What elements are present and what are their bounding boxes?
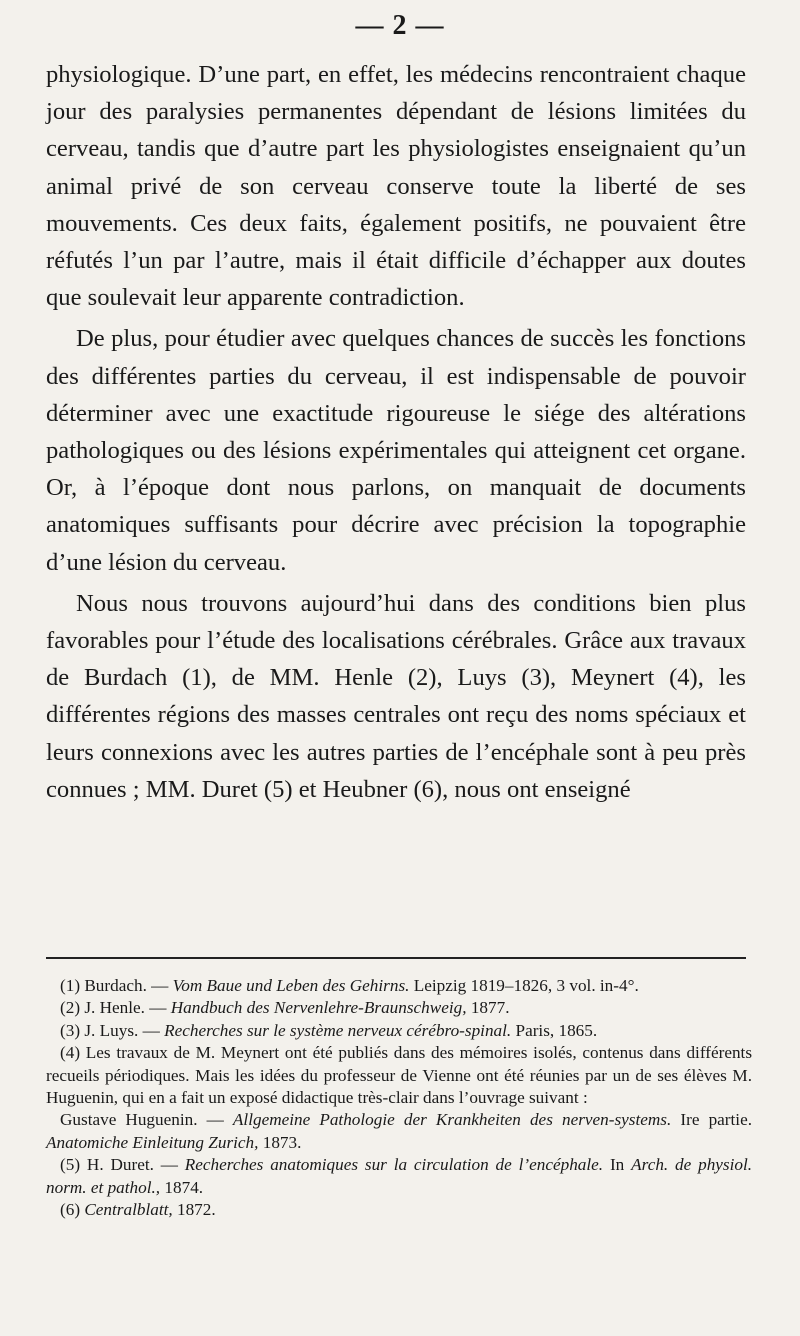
footnote-3: (3) J. Luys. — Recherches sur le système nerveux cérébro-spinal. Paris, 1865.	[60, 1020, 598, 1040]
footnote-4: (4) Les travaux de M. Meynert ont été publiés dans des mémoires isolés, contenus dans différents recueils périodiques. Mais les idées du professeur de Vienne ont été réunies par un de ses élèves M. Huguenin, qui en a fait un exposé didactique très-clair dans l’ouvrage suivant :	[46, 1043, 753, 1108]
paragraph-2: De plus, pour étudier avec quelques chances de succès les fonctions des différentes parties du cerveau, il est indispensable de pouvoir déterminer avec une exactitude rigoureuse le siége des altérations pathologiques ou des lésions expérimentales qui atteignent cet organe. Or, à l’époque dont nous parlons, on manquait de documents anatomiques suffisants pour décrire avec précision la topographie d’une lésion du cerveau.	[46, 325, 746, 576]
footnotes	[46, 975, 752, 1221]
page-number: — 2 —	[355, 10, 445, 41]
paragraph-3: Nous nous trouvons aujourd’hui dans des conditions bien plus favorables pour l’étude des localisations cérébrales. Grâce aux travaux de Burdach (1), de MM. Henle (2), Luys (3), Meynert (4), les différentes régions des masses centrales ont reçu des noms spéciaux et leurs connexions avec les autres parties de l’encéphale sont à peu près connues ; MM. Duret (5) et Heubner (6), nous ont enseigné	[46, 589, 746, 803]
footnote-4-reference: Gustave Huguenin. — Allgemeine Pathologie der Krankheiten des nerven-systems. Ire partie. Anatomiche Einleitung Zurich, 1873.	[46, 1110, 752, 1152]
footnote-5: (5) H. Duret. — Recherches anatomiques sur la circulation de l’encéphale. In Arch. de physiol. norm. et pathol., 1874.	[46, 1155, 753, 1197]
footnote-separator	[46, 957, 746, 959]
body-text	[46, 56, 746, 808]
footnote-2: (2) J. Henle. — Handbuch des Nervenlehre-Braunschweig, 1877.	[60, 998, 510, 1018]
paragraph-1: physiologique. D’une part, en effet, les médecins rencontraient chaque jour des paralysies permanentes dépendant de lésions limitées du cerveau, tandis que d’autre part les physiologistes enseignaient qu’un animal privé de son cerveau conserve toute la liberté de ses mouvements. Ces deux faits, également positifs, ne pouvaient être réfutés l’un par l’autre, mais il était difficile d’échapper aux doutes que soulevait leur apparente contradiction.	[46, 61, 746, 312]
footnote-6: (6) Centralblatt, 1872.	[60, 1200, 216, 1220]
footnote-1: (1) Burdach. — Vom Baue und Leben des Gehirns. Leipzig 1819–1826, 3 vol. in-4°.	[60, 976, 639, 995]
